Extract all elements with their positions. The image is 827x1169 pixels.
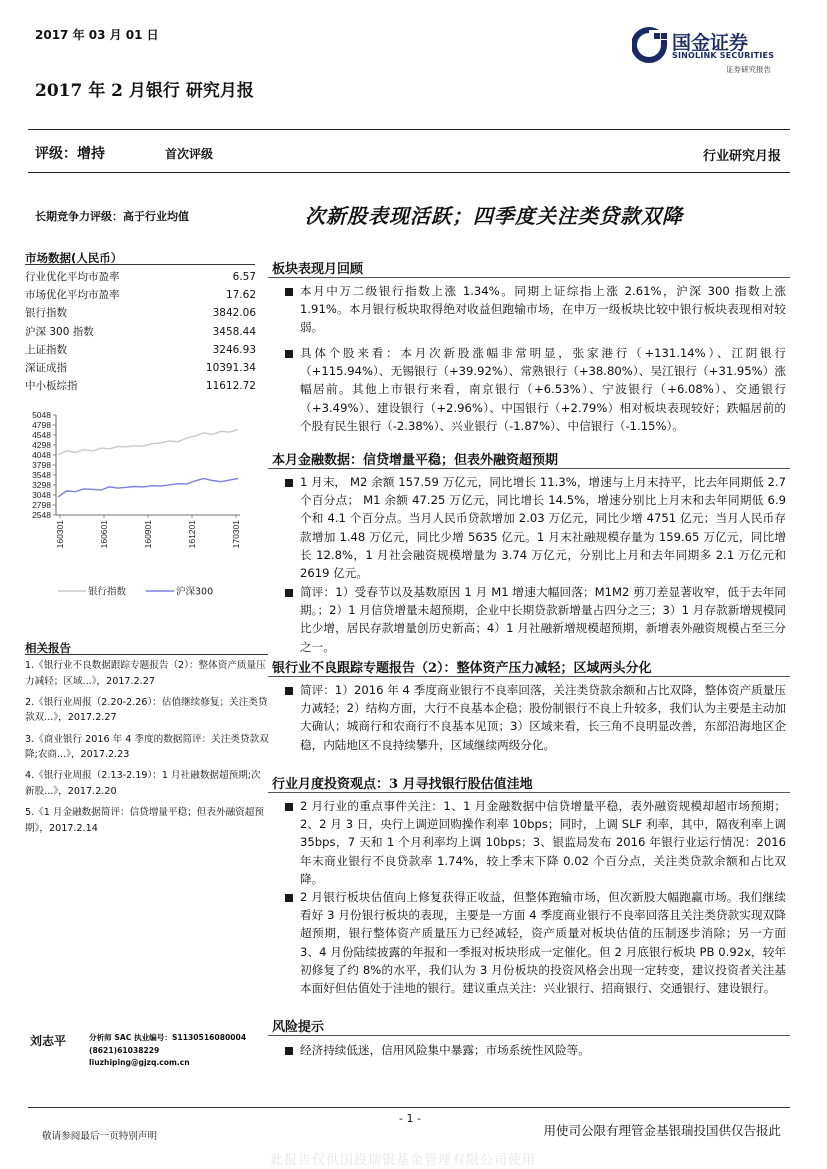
related-reports-title: 相关报告 (25, 641, 71, 655)
section-rule (268, 676, 790, 677)
section-paragraph: 1 月末， M2 余额 157.59 万亿元，同比增长 11.3%，增速与上月末持平，比去年同期低 2.7 个百分点； M1 余额 47.25 万亿元，同比增长 14.5%，增速分别比上月末和去年同期低 6.9 个和 4.1 个百分点。当月人民币贷款增加 2.03 万亿元，同比少增 4751 亿元；当月人民币存款增加 1.48 万亿元，同比少增 5635 亿元。1 月末社融规模存量为 159.65 万亿元，同比增长 12.8%，1 月社会融资规模增量为 3.74 万亿元，分别比上月和去年同期多 2.1 万亿元和 2619 亿元。 (300, 475, 786, 581)
series-line-0 (58, 430, 238, 455)
related-report-item[interactable]: 3.《商业银行 2016 年 4 季度的数据简评：关注类贷款双降;农商...》，2017.2.23 (25, 733, 269, 761)
x-tick-label: 170301 (231, 520, 241, 549)
y-tick-label: 2548 (32, 510, 51, 520)
legend-label: 银行指数 (88, 586, 127, 598)
footer-disclaimer: 敬请参阅最后一页特别声明 (42, 1131, 158, 1142)
y-tick-label: 4548 (32, 430, 51, 440)
y-tick-label: 4298 (32, 440, 51, 450)
market-row (25, 341, 256, 359)
report-type: 行业研究月报 (702, 149, 781, 164)
section-rule (268, 277, 790, 278)
author-contact (89, 1032, 246, 1070)
market-row-label: 上证指数 (25, 343, 67, 356)
market-row-value: 3246.93 (212, 343, 256, 356)
market-data-title: 市场数据(人民币） (25, 251, 123, 265)
series-line-1 (58, 479, 238, 497)
y-tick-label: 3798 (32, 460, 51, 470)
bullet-icon (285, 1047, 293, 1055)
author-name: 刘志平 (30, 1034, 67, 1048)
market-row (25, 323, 256, 341)
sinolink-logo-icon (632, 26, 668, 64)
y-tick-label: 5048 (32, 410, 51, 420)
footer-notice: 用使司公限有理管金基银瑞投国供仅告报此 (543, 1123, 781, 1138)
x-tick-label: 160301 (55, 520, 65, 549)
x-tick-label: 160601 (99, 520, 109, 549)
market-row-value: 10391.34 (205, 361, 256, 374)
bullet-icon (285, 589, 293, 597)
market-row-label: 中小板综指 (25, 380, 78, 393)
x-tick-label: 161201 (187, 520, 197, 549)
y-tick-label: 3298 (32, 480, 51, 490)
section-title-4: 行业月度投资观点：3 月寻找银行股估值洼地 (272, 777, 533, 792)
section-paragraph: 2 月行业的重点事件关注：1、1 月金融数据中信贷增量平稳，表外融资规模却超市场预期；2、2 月 3 日，央行上调逆回购操作利率 10bps；同时，上调 SLF 利率，其中，隔夜利率上调 35bps，7 天和 1 个月利率均上调 10bps；3、银监局发布 2016 年银行业运行情况：2016 年末商业银行不良贷款率 1.74%，较上季末下降 0.02 个百分点，关注类贷款余额和占比双降。 (300, 799, 786, 886)
logo-name: 国金证券 (672, 32, 749, 54)
section-title-1: 板块表现月回顾 (272, 262, 364, 277)
legend-label: 沪深300 (176, 586, 214, 598)
bullet-icon (285, 350, 293, 358)
bullet-icon (285, 894, 293, 902)
related-report-item[interactable]: 4.《银行业周报（2.13-2.19）：1 月社融数据超预期;次新股...》，2017.2.20 (25, 770, 261, 797)
y-tick-label: 4798 (32, 420, 51, 430)
market-row-label: 市场优化平均市盈率 (25, 289, 120, 302)
market-row (25, 359, 256, 377)
market-row (25, 377, 256, 395)
market-row-value: 3842.06 (212, 307, 256, 320)
section-paragraph: 具体个股来看：本月次新股涨幅非常明显，张家港行（+131.14%）、江阴银行（+115.94%）、无锡银行（+39.92%）、常熟银行（+38.80%）、吴江银行（+31.95%）涨幅居前。其他上市银行来看，南京银行（+6.53%）、宁波银行（+6.08%）、交通银行（+3.49%）、建设银行（+2.96%）、中国银行（+2.79%）相对板块表现较好；跌幅居前的个股有民生银行（-2.38%）、兴业银行（-1.87%）、中信银行（-1.15%）。 (300, 346, 786, 433)
author-sac: 分析师 SAC 执业编号：S1130516080004 (89, 1033, 247, 1042)
footer-rule (28, 1107, 790, 1108)
section-paragraph: 本月中万二级银行指数上涨 1.34%。同期上证综指上涨 2.61%，沪深 300 指数上涨 1.91%。本月银行板块取得绝对收益但跑输市场，在申万一级板块比较中银行板块表现相对较弱。 (300, 284, 786, 335)
author-phone: (8621)61038229 (89, 1045, 160, 1055)
bullet-icon (285, 288, 293, 296)
market-row-label: 沪深 300 指数 (25, 325, 94, 338)
section-rule (268, 468, 790, 469)
first-rating: 首次评级 (165, 147, 214, 161)
section-title-5: 风险提示 (272, 1020, 325, 1035)
section-rule (268, 1035, 790, 1036)
logo-en: SINOLINK SECURITIES (672, 51, 775, 60)
related-reports-list (25, 658, 270, 842)
market-row-label: 深证成指 (25, 361, 67, 374)
y-tick-label: 3548 (32, 470, 51, 480)
related-report-item[interactable]: 1.《银行业不良数据跟踪专题报告（2）：整体资产质量压力减轻；区域...》，2017.2.27 (25, 660, 266, 687)
section-paragraph: 简评：1）受春节以及基数原因 1 月 M1 增速大幅回落；M1M2 剪刀差显著收窄，低于去年同期。；2）1 月信贷增量未超预期，企业中长期贷款新增量占四分之三；3）1 月存款新增规模同比少增，居民存款增量创历史新高；4）1 月社融新增规模超预期，新增表外融资规模占至三分之一。 (300, 585, 786, 654)
section-rule (268, 792, 790, 793)
author-email[interactable]: liuzhiping@gjzq.com.cn (89, 1058, 190, 1068)
bullet-icon (285, 479, 293, 487)
section-paragraph: 2 月银行板块估值向上修复获得正收益，但整体跑输市场，但次新股大幅跑赢市场。我们继续看好 3 月份银行板块的表现，主要是一方面 4 季度商业银行不良率回落且关注类贷款实现双降超预期，银行整体资产质量压力已经减轻，资产质量对板块估值的压制逐步消除；另一方面 3、4 月份陆续披露的年报和一季报对板块形成一定催化。但 2 月底银行板块 PB 0.92x，较年初修复了约 8%的水平，我们认为 3 月份板块的投资风格会出现一定转变，建议投资者关注基本面好但估值处于洼地的银行。建议重点关注：兴业银行、招商银行、交通银行、建设银行。 (300, 890, 786, 996)
market-data-table (25, 268, 256, 395)
report-date: 2017 年 03 月 01 日 (35, 28, 159, 42)
related-report-item[interactable]: 2.《银行业周报（2.20-2.26）：估值继续修复；关注类贷款双...》，2017.2.27 (25, 696, 268, 724)
watermark: 此报告仅供国投瑞银基金管理有限公司使用 (270, 1153, 537, 1168)
logo-tag: 证券研究报告 (726, 65, 771, 74)
section-paragraph: 简评：1）2016 年 4 季度商业银行不良率回落，关注类贷款余额和占比双降，整体资产质量压力减轻；2）结构方面，大行不良基本企稳；股份制银行不良上升较多，我们认为主要是主动加大确认；城商行和农商行不良基本见顶；3）区域来看，长三角不良明显改善，东部沿海地区企稳，内陆地区不良持续攀升，区域继续两级分化。 (300, 683, 786, 752)
market-row-value: 3458.44 (212, 325, 256, 338)
market-row (25, 286, 256, 304)
bullet-icon (285, 687, 293, 695)
market-data-rule (25, 264, 255, 265)
header-rule-2 (28, 172, 790, 173)
y-tick-label: 3048 (32, 490, 51, 500)
page-number: - 1 - (399, 1112, 421, 1125)
market-row-label: 行业优化平均市盈率 (25, 271, 120, 283)
market-row (25, 268, 256, 286)
related-reports-rule (25, 654, 268, 655)
section-title-2: 本月金融数据：信贷增量平稳；但表外融资超预期 (272, 453, 559, 468)
market-row-value: 11612.72 (205, 380, 256, 393)
y-tick-label: 4048 (32, 450, 51, 460)
section-paragraph: 经济持续低迷，信用风险集中暴露；市场系统性风险等。 (300, 1043, 590, 1057)
related-report-item[interactable]: 5.《1 月金融数据简评：信贷增量平稳；但表外融资超预期》，2017.2.14 (25, 807, 264, 834)
index-line-chart (18, 405, 258, 605)
market-row-label: 银行指数 (25, 307, 67, 320)
longterm-rating: 长期竞争力评级：高于行业均值 (35, 210, 189, 223)
header-rule-1 (28, 129, 790, 130)
report-title: 2017 年 2 月银行 研究月报 (35, 81, 254, 101)
market-row (25, 304, 256, 322)
x-tick-label: 160901 (143, 520, 153, 549)
rating-label: 评级：增持 (35, 146, 105, 162)
market-row-value: 6.57 (232, 271, 256, 283)
section-title-3: 银行业不良跟踪专题报告（2）：整体资产压力减轻；区域两头分化 (272, 661, 652, 676)
y-tick-label: 2798 (32, 500, 51, 510)
bullet-icon (285, 803, 293, 811)
market-row-value: 17.62 (225, 289, 256, 302)
main-title: 次新股表现活跃；四季度关注类贷款双降 (305, 204, 683, 228)
